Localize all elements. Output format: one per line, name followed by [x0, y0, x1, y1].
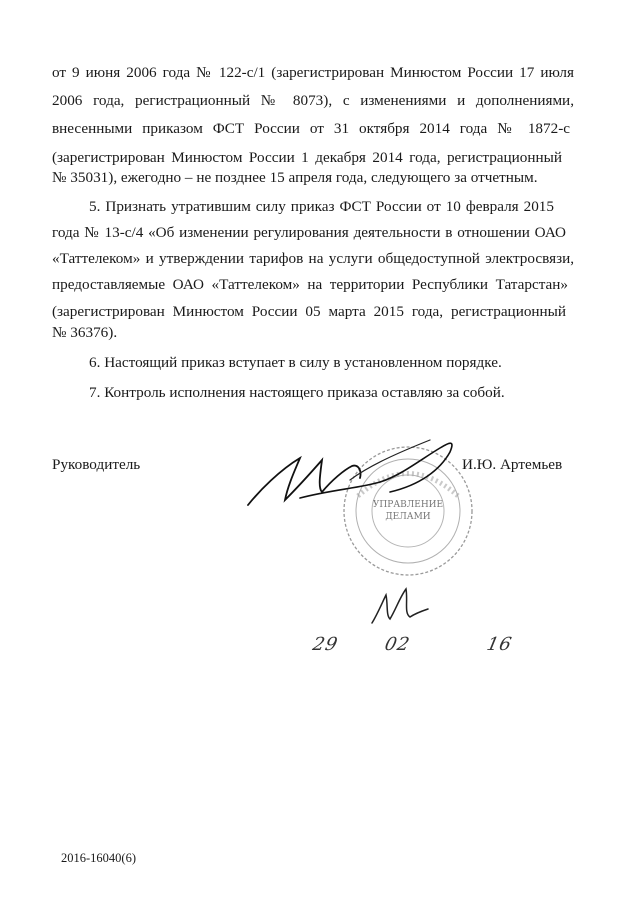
body-line-5: № 35031), ежегодно – не позднее 15 апреля года, следующего за отчетным.: [52, 169, 538, 186]
handwritten-date-month: 02: [382, 634, 413, 655]
body-line-6: 5. Признать утратившим силу приказ ФСТ России от 10 февраля 2015: [89, 198, 554, 215]
signer-role: Руководитель: [52, 456, 141, 473]
handwritten-signature: [240, 430, 470, 520]
document-number: 2016-16040(6): [61, 851, 136, 865]
body-line-9: предоставляемые ОАО «Таттелеком» на территории Республики Татарстан»: [52, 276, 568, 293]
handwritten-date-day: 29: [310, 634, 341, 655]
body-line-12: 6. Настоящий приказ вступает в силу в установленном порядке.: [89, 354, 502, 371]
body-line-8: «Таттелеком» и утверждении тарифов на услуги общедоступной электросвязи,: [52, 250, 574, 267]
signer-name: И.Ю. Артемьев: [462, 456, 563, 473]
body-line-7: года № 13-с/4 «Об изменении регулирования деятельности в отношении ОАО: [52, 224, 566, 241]
body-line-10: (зарегистрирован Минюстом России 05 марта 2015 года, регистрационный: [52, 303, 566, 320]
handwritten-date-year: 16: [484, 634, 515, 655]
body-line-2: 2006 года, регистрационный № 8073), с изменениями и дополнениями,: [52, 92, 574, 109]
body-line-1: от 9 июня 2006 года № 122-с/1 (зарегистрирован Минюстом России 17 июля: [52, 64, 574, 81]
svg-text:УПРАВЛЕНИЕ: УПРАВЛЕНИЕ: [372, 500, 444, 510]
handwritten-initials: [364, 583, 434, 631]
body-line-13: 7. Контроль исполнения настоящего приказа оставляю за собой.: [89, 384, 505, 401]
body-line-3: внесенными приказом ФСТ России от 31 октября 2014 года № 1872-с: [52, 120, 570, 137]
body-line-4: (зарегистрирован Минюстом России 1 декабря 2014 года, регистрационный: [52, 149, 562, 166]
body-line-11: № 36376).: [52, 324, 118, 341]
svg-text:ДЕЛАМИ: ДЕЛАМИ: [385, 512, 431, 522]
